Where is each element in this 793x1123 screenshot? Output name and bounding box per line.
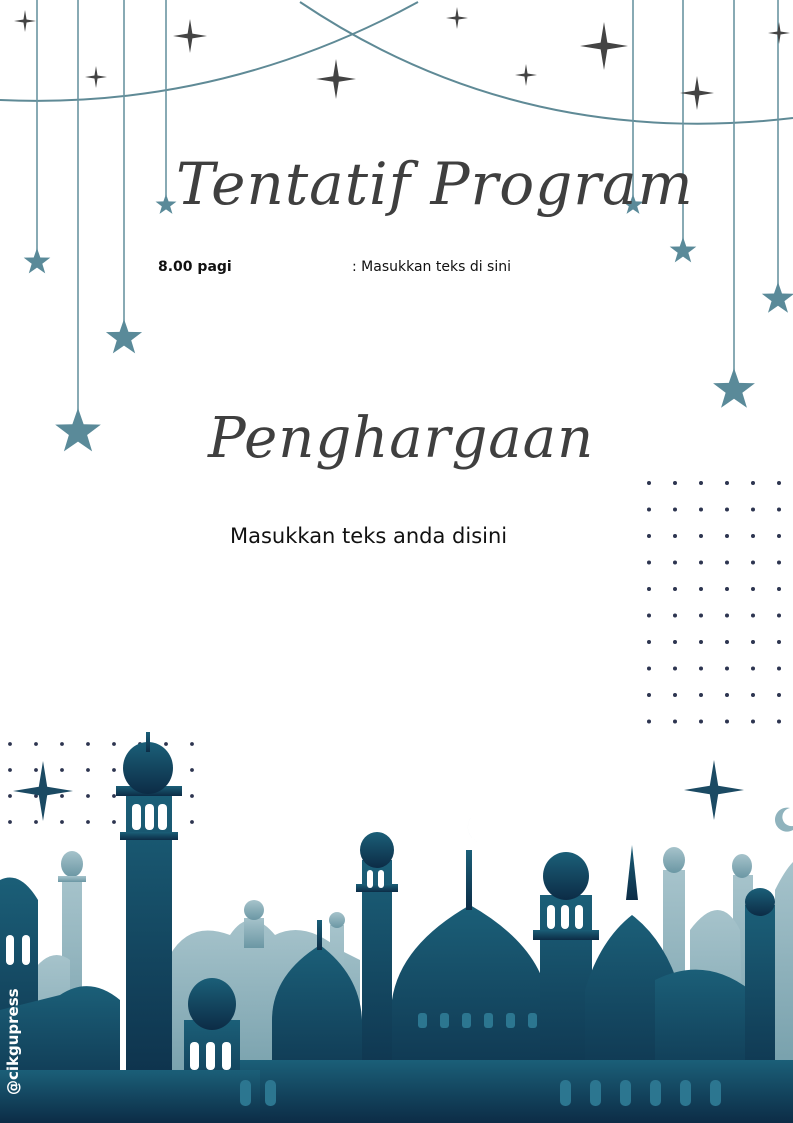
hanging-star-icon [670, 237, 697, 262]
decor-dot [673, 587, 677, 591]
decor-dot [190, 820, 194, 824]
decor-dot [699, 667, 703, 671]
decor-dot [86, 820, 90, 824]
decor-dot [112, 768, 116, 772]
decor-dot [8, 742, 12, 746]
decor-dot [164, 742, 168, 746]
schedule-description: : Masukkan teks di sini [352, 259, 511, 275]
decor-dot [725, 640, 729, 644]
decor-dot [777, 534, 781, 538]
hanging-star-icon [156, 194, 177, 214]
decor-dot [699, 720, 703, 724]
decor-dot [699, 508, 703, 512]
decor-dot [86, 794, 90, 798]
decor-dot [725, 720, 729, 724]
decor-dot [725, 534, 729, 538]
decor-dot [190, 742, 194, 746]
hanging-star-icon [762, 282, 793, 313]
decor-dot [699, 587, 703, 591]
decor-dot [725, 561, 729, 565]
hanging-star-icon [24, 248, 51, 273]
decor-dot [60, 820, 64, 824]
program-title: Tentatif Program [176, 150, 694, 218]
decor-dot [673, 561, 677, 565]
decor-dot [725, 481, 729, 485]
decor-dot [751, 614, 755, 618]
decor-dot [647, 587, 651, 591]
decor-dot [699, 481, 703, 485]
decor-dot [673, 693, 677, 697]
decor-dot [86, 768, 90, 772]
decor-dot [112, 820, 116, 824]
decor-dot [8, 768, 12, 772]
decor-dot [751, 508, 755, 512]
dot-grid-right [647, 481, 781, 724]
decor-dot [777, 508, 781, 512]
decor-dot [751, 640, 755, 644]
watermark-label: @cikgupress [4, 988, 22, 1095]
decor-dot [699, 693, 703, 697]
hanging-star-icon [106, 319, 142, 353]
sparkle-icon [14, 10, 36, 32]
sparkle-icon [85, 66, 107, 88]
decor-dot [112, 794, 116, 798]
award-title: Penghargaan [208, 406, 595, 471]
decor-dot [725, 508, 729, 512]
decor-dot [751, 534, 755, 538]
sparkle-icon [580, 22, 628, 70]
decor-dot [34, 820, 38, 824]
decor-dot [60, 768, 64, 772]
decor-dot [8, 820, 12, 824]
sparkle-icon [173, 19, 207, 53]
decor-dot [112, 742, 116, 746]
decor-dot [647, 561, 651, 565]
decor-dot [647, 481, 651, 485]
decor-dot [60, 742, 64, 746]
decor-dot [777, 481, 781, 485]
sparkle-icon [515, 64, 537, 86]
schedule-time: 8.00 pagi [158, 259, 232, 275]
decor-dot [777, 587, 781, 591]
decor-dot [673, 508, 677, 512]
decor-dot [777, 720, 781, 724]
decor-dot [777, 640, 781, 644]
decor-dot [673, 481, 677, 485]
decor-dot [673, 720, 677, 724]
decor-dot [777, 614, 781, 618]
hanging-star-icon [713, 368, 755, 408]
decor-dot [34, 742, 38, 746]
decor-dot [777, 561, 781, 565]
decor-dot [699, 640, 703, 644]
sparkle-icon [446, 7, 468, 29]
hanging-star-icon [55, 408, 101, 451]
decor-dot [777, 693, 781, 697]
decor-dot [673, 534, 677, 538]
decor-dot [190, 794, 194, 798]
decor-dot [751, 667, 755, 671]
decor-dot [777, 667, 781, 671]
decor-dot [647, 614, 651, 618]
decor-dot [647, 534, 651, 538]
sparkle-icon [768, 22, 790, 44]
decor-dot [673, 667, 677, 671]
decor-dot [751, 481, 755, 485]
sparkle-icon [684, 760, 744, 820]
award-body-text: Masukkan teks anda disini [230, 524, 508, 548]
decor-dot [751, 693, 755, 697]
decor-dot [190, 768, 194, 772]
decor-dot [647, 667, 651, 671]
decor-dot [673, 614, 677, 618]
crescent-moons [209, 808, 793, 897]
sparkle-icon [13, 761, 73, 821]
decor-dot [34, 768, 38, 772]
decor-dot [699, 534, 703, 538]
decor-dot [699, 614, 703, 618]
decor-dot [647, 693, 651, 697]
crescent-moon-icon [209, 882, 220, 897]
decor-dot [60, 794, 64, 798]
sparkle-icon [316, 59, 356, 99]
decor-dot [647, 720, 651, 724]
decor-dot [86, 742, 90, 746]
decor-dot [647, 508, 651, 512]
decor-dot [751, 587, 755, 591]
decor-dot [725, 587, 729, 591]
decor-dot [647, 640, 651, 644]
crescent-moon-icon [775, 808, 793, 832]
decor-dot [751, 561, 755, 565]
decor-dot [725, 667, 729, 671]
decor-dot [725, 614, 729, 618]
sparkle-icon [680, 76, 714, 110]
garland-arcs [0, 2, 793, 124]
decor-dot [751, 720, 755, 724]
decor-dot [673, 640, 677, 644]
decor-dot [8, 794, 12, 798]
decor-dot [725, 693, 729, 697]
decor-dot [699, 561, 703, 565]
crescent-moon-icon [468, 812, 490, 843]
